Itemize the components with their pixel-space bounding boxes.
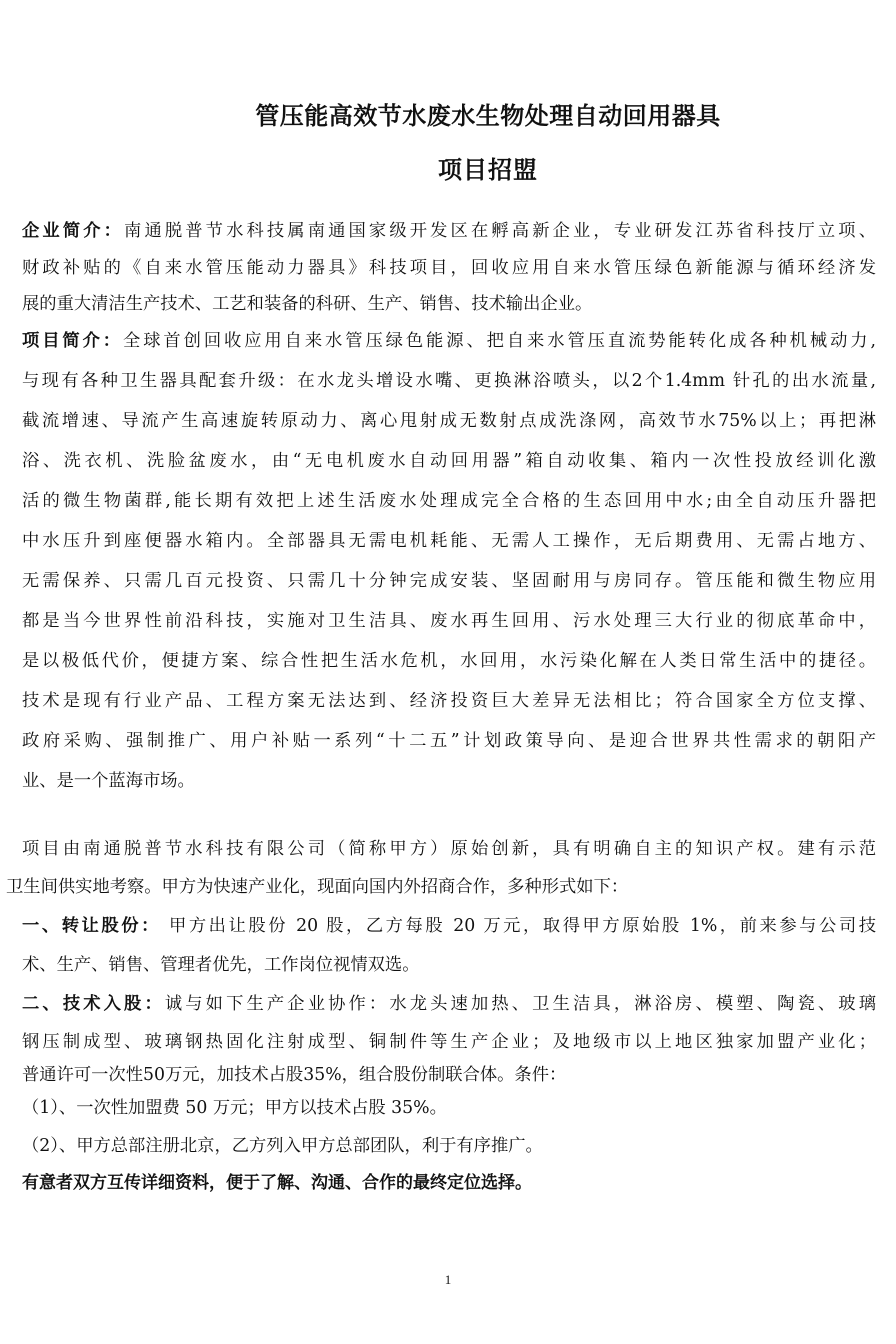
document-title: 管压能高效节水废水生物处理自动回用器具 [255, 102, 721, 130]
company-intro-line: 财政补贴的《自来水管压能动力器具》科技项目，回收应用自来水管压绿色新能源与循环经济发 [22, 258, 876, 278]
condition-item: （2）、甲方总部注册北京，乙方列入甲方总部团队，利于有序推广。 [22, 1136, 543, 1156]
share-transfer-line [22, 915, 876, 937]
project-intro-line: 与现有各种卫生器具配套升级：在水龙头增设水嘴、更换淋浴喷头，以2个1.4mm 针孔的出水流量, [22, 371, 876, 391]
share-transfer-label: 一、转让股份： [22, 916, 161, 936]
share-transfer-text: 甲方出让股份 20 股，乙方每股 20 万元，取得甲方原始股 1%，前来参与公司技 [160, 916, 876, 936]
tech-shares-text: 诚与如下生产企业协作：水龙头速加热、卫生洁具，淋浴房、模塑、陶瓷、玻璃 [164, 994, 876, 1014]
company-intro-text: 南通脱普节水科技属南通国家级开发区在孵高新企业，专业研发江苏省科技厅立项、 [124, 221, 876, 241]
page-number: 1 [444, 1272, 452, 1287]
project-intro-line: 政府采购、强制推广、用户补贴一系列“十二五”计划政策导向、是迎合世界共性需求的朝阳产 [22, 731, 876, 751]
project-intro-line: 无需保养、只需几百元投资、只需几十分钟完成安装、坚固耐用与房同存。管压能和微生物应用 [22, 571, 876, 591]
closing-statement: 有意者双方互传详细资料，便于了解、沟通、合作的最终定位选择。 [22, 1173, 532, 1193]
cooperation-intro-line: 项目由南通脱普节水科技有限公司（简称甲方）原始创新，具有明确自主的知识产权。建有示范 [22, 839, 876, 859]
project-intro-line: 业、是一个蓝海市场。 [22, 771, 195, 791]
company-intro-line: 展的重大清洁生产技术、工艺和装备的科研、生产、销售、技术输出企业。 [22, 294, 593, 314]
tech-shares-line [22, 993, 876, 1015]
project-intro-line: 都是当今世界性前沿科技，实施对卫生洁具、废水再生回用、污水处理三大行业的彻底革命中， [22, 611, 876, 631]
cooperation-intro-line: 卫生间供实地考察。甲方为快速产业化，现面向国内外招商合作，多种形式如下： [6, 877, 629, 897]
tech-shares-line: 钢压制成型、玻璃钢热固化注射成型、铜制件等生产企业；及地级市以上地区独家加盟产业化； [22, 1032, 876, 1052]
project-intro-line: 截流增速、导流产生高速旋转原动力、离心甩射成无数射点成洗涤网，高效节水75%以上；再把淋 [22, 411, 876, 431]
company-intro-label: 企业简介： [22, 221, 125, 241]
company-intro-line [22, 220, 876, 242]
tech-shares-line: 普通许可一次性50万元，加技术占股35%，组合股份制联合体。条件： [22, 1065, 567, 1085]
project-intro-line: 技术是现有行业产品、工程方案无法达到、经济投资巨大差异无法相比；符合国家全方位支撑、 [22, 691, 876, 711]
project-intro-line: 活的微生物菌群,能长期有效把上述生活废水处理成完全合格的生态回用中水;由全自动压升器把 [22, 491, 876, 511]
project-intro-label: 项目简介： [22, 331, 124, 351]
project-intro-line [22, 330, 876, 352]
tech-shares-label: 二、技术入股： [22, 994, 165, 1014]
project-intro-line: 浴、洗衣机、洗脸盆废水，由“无电机废水自动回用器”箱自动收集、箱内一次性投放经训化激 [22, 451, 876, 471]
document-subtitle: 项目招盟 [438, 156, 538, 184]
share-transfer-line: 术、生产、销售、管理者优先，工作岗位视情双选。 [22, 955, 420, 975]
condition-item: （1）、一次性加盟费 50 万元；甲方以技术占股 35%。 [22, 1098, 447, 1118]
project-intro-line: 中水压升到座便器水箱内。全部器具无需电机耗能、无需人工操作，无后期费用、无需占地方、 [22, 531, 876, 551]
project-intro-line: 是以极低代价，便捷方案、综合性把生活水危机，水回用，水污染化解在人类日常生活中的捷径。 [22, 651, 876, 671]
project-intro-text: 全球首创回收应用自来水管压绿色能源、把自来水管压直流势能转化成各种机械动力, [123, 331, 876, 351]
